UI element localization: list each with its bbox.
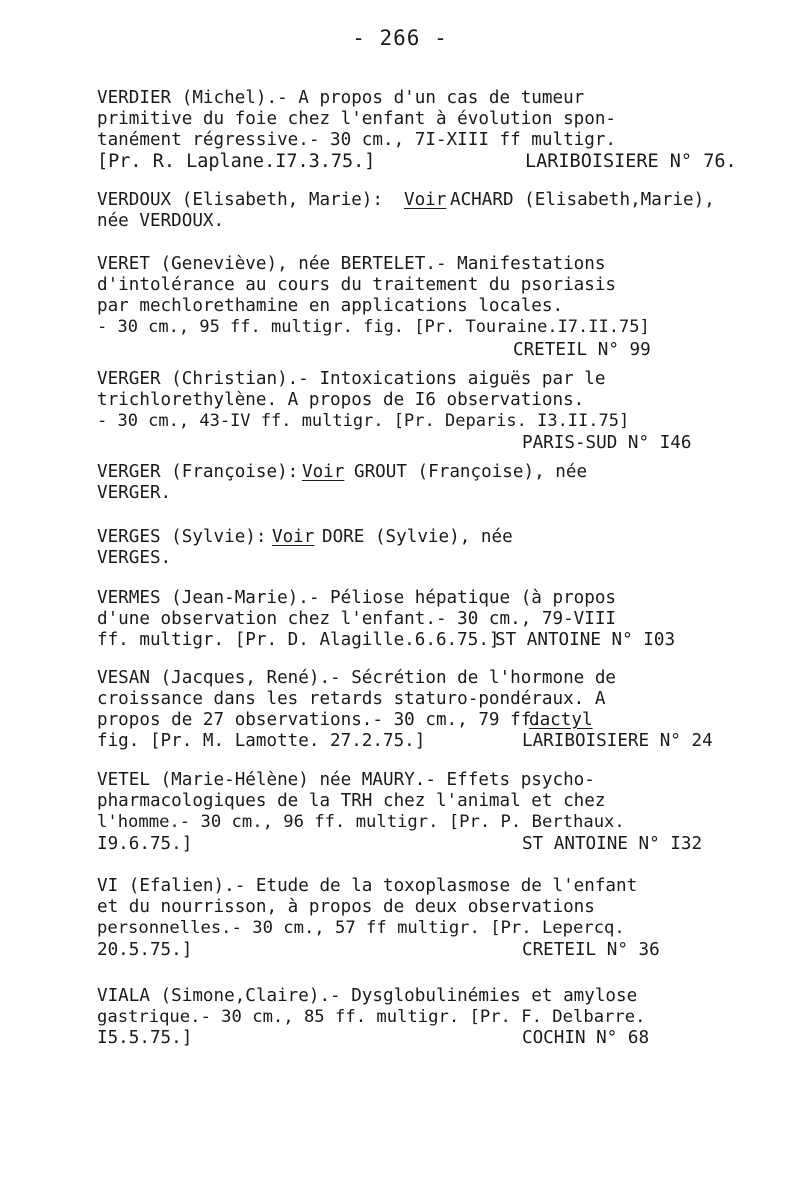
entry-line: VERDOUX (Elisabeth, Marie): [97,190,383,210]
entry-line: VIALA (Simone,Claire).- Dysglobulinémies et amylose [97,986,638,1006]
entry-line: VERGES. [97,548,172,568]
entry-line: née VERDOUX. [97,211,225,231]
entry-line: par mechlorethamine en applications locales. [97,296,564,316]
entry-line: VERGES (Sylvie): [97,527,267,547]
entry-line: et du nourrisson, à propos de deux observations [97,897,595,917]
entry-line: I9.6.75.] [97,834,193,854]
entry-location: LARIBOISIERE N° 24 [522,731,713,751]
entry-line: VESAN (Jacques, René).- Sécrétion de l'hormone de [97,668,617,688]
see-also-target: ACHARD (Elisabeth,Marie), [450,190,715,210]
see-also-label: Voir [272,527,315,547]
entry-line: VERGER (Françoise): [97,462,299,482]
entry-line: ff. multigr. [Pr. D. Alagille.6.6.75.] [97,630,500,650]
entry-line: d'intolérance au cours du traitement du psoriasis [97,275,617,295]
entry-line: I5.5.75.] [97,1028,193,1048]
entry-line: VETEL (Marie-Hélène) née MAURY.- Effets psycho- [97,770,595,790]
entry-location: COCHIN N° 68 [522,1028,650,1048]
entry-line: trichlorethylène. A propos de I6 observations. [97,390,585,410]
see-also-label: Voir [404,190,447,210]
entry-line: [Pr. R. Laplane.I7.3.75.] [97,151,376,172]
underlined-word: dactyl [529,710,593,730]
entry-line: VI (Efalien).- Etude de la toxoplasmose de l'enfant [97,876,638,896]
entry-line: pharmacologiques de la TRH chez l'animal et chez [97,791,606,811]
entry-line: VERET (Geneviève), née BERTELET.- Manifestations [97,254,606,274]
entry-line: VERMES (Jean-Marie).- Péliose hépatique (à propos [97,588,617,608]
entry-location: CRETEIL N° 36 [522,940,660,960]
entry-location: ST ANTOINE N° I03 [495,630,676,650]
entry-location: LARIBOISIERE N° 76. [525,151,737,172]
entry-location: PARIS-SUD N° I46 [522,433,692,453]
entry-line: - 30 cm., 95 ff. multigr. fig. [Pr. Touraine.I7.II.75] [97,317,650,337]
entry-location: CRETEIL N° 99 [513,340,651,360]
entry-line: primitive du foie chez l'enfant à évolution spon- [97,109,617,129]
entry-line: l'homme.- 30 cm., 96 ff. multigr. [Pr. P. Berthaux. [97,812,625,832]
see-also-target: DORE (Sylvie), née [322,527,513,547]
entry-line: croissance dans les retards staturo-pondéraux. A [97,689,606,709]
entry-line: tanément régressive.- 30 cm., 7I-XIII ff multigr. [97,130,617,150]
entry-line: 20.5.75.] [97,940,193,960]
entry-line: - 30 cm., 43-IV ff. multigr. [Pr. Deparis. I3.II.75] [97,411,630,431]
see-also-target: GROUT (Françoise), née [354,462,588,482]
page-number: - 266 - [352,26,448,50]
entry-line: fig. [Pr. M. Lamotte. 27.2.75.] [97,731,426,751]
entry-line: VERGER. [97,483,172,503]
entry-location: ST ANTOINE N° I32 [522,834,703,854]
entry-line: VERGER (Christian).- Intoxications aiguës par le [97,369,606,389]
entry-line: propos de 27 observations.- 30 cm., 79 ff. [97,710,542,730]
entry-line: d'une observation chez l'enfant.- 30 cm., 79-VIII [97,609,617,629]
entry-line: VERDIER (Michel).- A propos d'un cas de tumeur [97,88,585,108]
entry-line: gastrique.- 30 cm., 85 ff. multigr. [Pr. F. Delbarre. [97,1007,646,1027]
see-also-label: Voir [302,462,345,482]
entry-line: personnelles.- 30 cm., 57 ff multigr. [Pr. Lepercq. [97,918,625,938]
